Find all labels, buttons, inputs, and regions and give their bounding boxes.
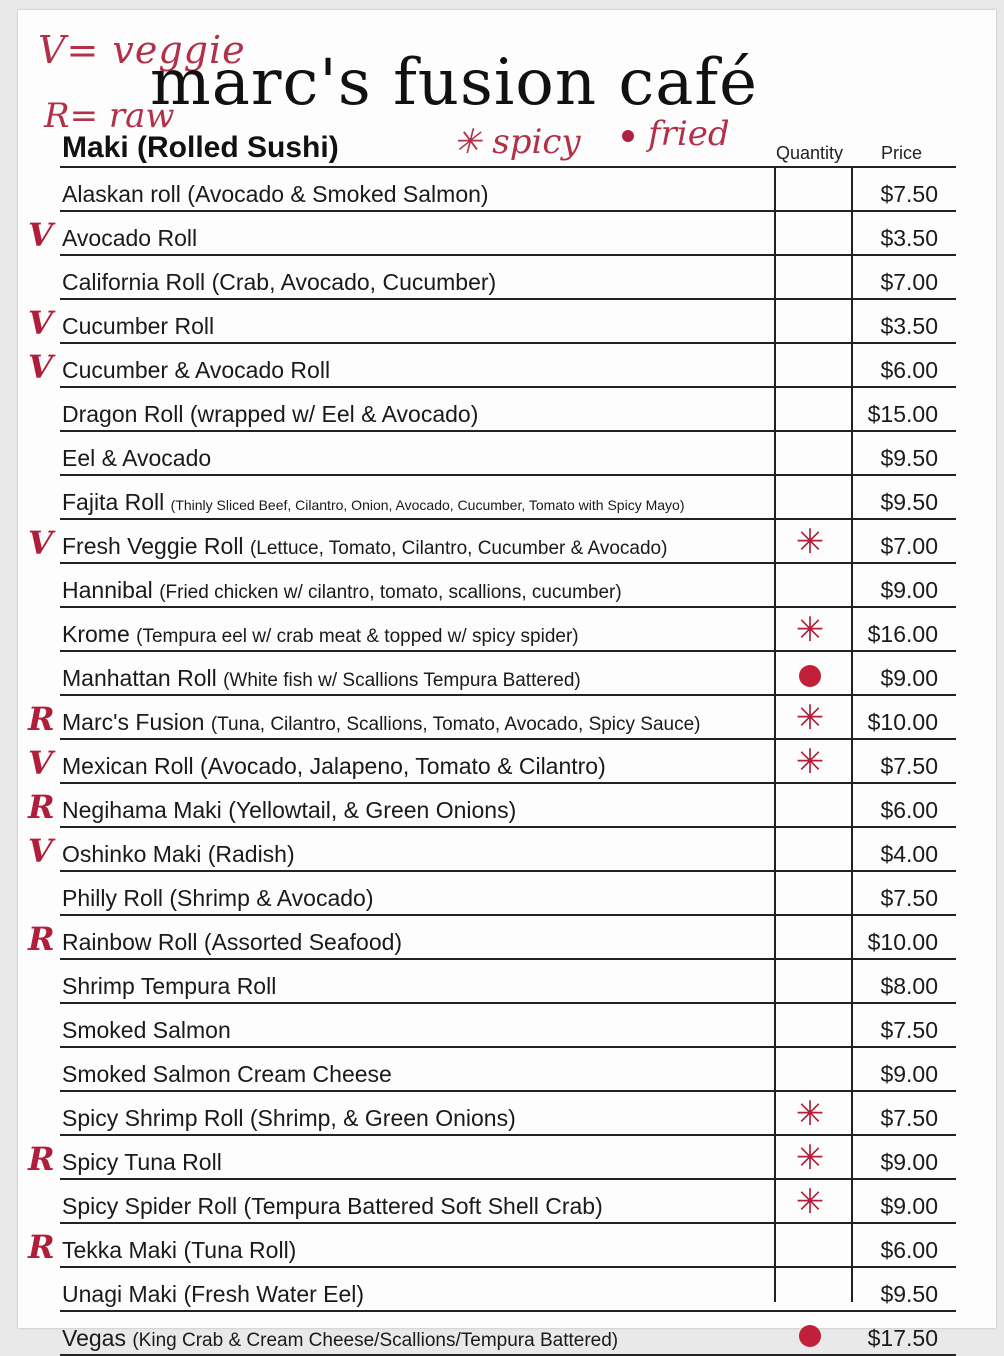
menu-row (60, 388, 956, 432)
fried-dot-icon (782, 655, 838, 693)
menu-row (60, 1312, 956, 1356)
item-description: (wrapped w/ Eel & Avocado) (189, 401, 479, 427)
item-price: $3.50 (880, 313, 938, 339)
item-name-cell (62, 885, 374, 912)
item-price: $9.50 (880, 489, 938, 515)
legend-fried (622, 114, 730, 154)
item-name: Negihama Maki (62, 797, 222, 823)
item-price: $9.00 (880, 1149, 938, 1175)
item-name: Manhattan Roll (62, 665, 217, 691)
item-price: $7.00 (880, 269, 938, 295)
item-name-cell (62, 533, 667, 560)
item-name-cell (62, 797, 516, 824)
veggie-mark: V (28, 304, 53, 342)
item-description: (Thinly Sliced Beef, Cilantro, Onion, Avocado, Cucumber, Tomato with Spicy Mayo) (170, 497, 685, 513)
item-name-cell (62, 841, 295, 868)
menu-row (60, 1268, 956, 1312)
item-name-cell (62, 1149, 222, 1176)
item-description: (Fried chicken w/ cilantro, tomato, scallions, cucumber) (159, 582, 622, 603)
item-description: (Crab, Avocado, Cucumber) (211, 269, 497, 295)
item-description: (White fish w/ Scallions Tempura Battered) (223, 670, 581, 691)
menu-row (60, 960, 956, 1004)
section-title: Maki (Rolled Sushi) (62, 131, 339, 164)
menu-row (60, 652, 956, 696)
item-name: Smoked Salmon (62, 1017, 231, 1043)
item-description: (Tempura Battered Soft Shell Crab) (243, 1193, 603, 1219)
item-name-cell (62, 1017, 231, 1044)
menu-row (28, 300, 956, 344)
item-description: (Fresh Water Eel) (183, 1281, 365, 1307)
item-name: Krome (62, 621, 130, 647)
menu-row (28, 740, 956, 784)
item-description: (Avocado, Jalapeno, Tomato & Cilantro) (200, 753, 606, 779)
item-name: Oshinko Maki (62, 841, 202, 867)
item-price: $17.50 (867, 1325, 938, 1351)
item-name-cell (62, 1281, 364, 1308)
spicy-asterisk-icon: ✳ (795, 743, 825, 781)
menu-row (28, 520, 956, 564)
item-name-cell (62, 753, 606, 780)
item-name: Avocado Roll (62, 225, 198, 251)
item-name: Smoked Salmon Cream Cheese (62, 1061, 392, 1087)
spicy-asterisk-icon: ✳ (795, 699, 825, 737)
item-name-cell (62, 445, 211, 472)
veggie-mark: V (28, 832, 53, 870)
item-name-cell (62, 577, 622, 604)
item-price: $7.50 (880, 885, 938, 911)
item-name: Hannibal (62, 577, 153, 603)
menu-row (28, 344, 956, 388)
item-price: $6.00 (880, 1237, 938, 1263)
item-description: (Tuna, Cilantro, Scallions, Tomato, Avocado, Spicy Sauce) (210, 714, 701, 735)
item-name: Spicy Tuna Roll (62, 1149, 222, 1175)
menu-row (60, 1004, 956, 1048)
quantity-column-header: Quantity (776, 143, 844, 163)
item-name: Philly Roll (62, 885, 163, 911)
item-name: Alaskan roll (62, 181, 181, 207)
item-name: Cucumber Roll (62, 313, 215, 339)
item-name-cell (62, 1105, 516, 1132)
spicy-asterisk-icon: ✳ (795, 611, 825, 649)
legend-veggie: V= veggie (38, 28, 246, 72)
item-price: $9.00 (880, 1193, 938, 1219)
menu-row (28, 1224, 956, 1268)
raw-mark: R (28, 788, 55, 826)
item-name-cell (62, 1325, 618, 1352)
item-price: $8.00 (880, 973, 938, 999)
item-price: $9.50 (880, 1281, 938, 1307)
fried-dot-icon (622, 130, 634, 142)
item-name-cell (62, 401, 478, 428)
item-price: $7.50 (880, 1017, 938, 1043)
item-description: (Lettuce, Tomato, Cilantro, Cucumber & Avocado) (249, 538, 668, 559)
item-price: $7.50 (880, 753, 938, 779)
spicy-asterisk-icon: ✳ (795, 523, 825, 561)
item-name: Shrimp Tempura Roll (62, 973, 277, 999)
item-price: $10.00 (867, 709, 938, 735)
menu-row (60, 564, 956, 608)
item-description: (King Crab & Cream Cheese/Scallions/Tempura Battered) (132, 1330, 619, 1351)
item-price: $7.00 (880, 533, 938, 559)
menu-row (28, 212, 956, 256)
item-name: Tekka Maki (62, 1237, 178, 1263)
item-description: (Assorted Seafood) (203, 929, 403, 955)
menu-row (28, 828, 956, 872)
item-name-cell (62, 269, 496, 296)
item-name-cell (62, 1193, 603, 1220)
item-name-cell (62, 929, 402, 956)
spicy-asterisk-icon: ✳ (795, 1139, 825, 1177)
menu-row (60, 432, 956, 476)
menu-row (60, 166, 956, 212)
item-price: $16.00 (867, 621, 938, 647)
item-name: Marc's Fusion (62, 709, 205, 735)
legend-fried-label: fried (648, 114, 730, 154)
item-name: Unagi Maki (62, 1281, 178, 1307)
legend-raw: R= raw (44, 96, 175, 136)
item-price: $15.00 (867, 401, 938, 427)
menu-row (28, 784, 956, 828)
item-price: $4.00 (880, 841, 938, 867)
item-name-cell (62, 665, 581, 692)
menu-row (28, 916, 956, 960)
item-price: $9.00 (880, 577, 938, 603)
item-name: Fresh Veggie Roll (62, 533, 244, 559)
item-name-cell (62, 973, 276, 1000)
item-name-cell (62, 1237, 296, 1264)
menu-row (28, 1136, 956, 1180)
item-description: (Shrimp, & Green Onions) (249, 1105, 516, 1131)
veggie-mark: V (28, 348, 53, 386)
item-price: $7.50 (880, 1105, 938, 1131)
item-name-cell (62, 621, 579, 648)
item-name: Spicy Spider Roll (62, 1193, 238, 1219)
item-description: (Avocado & Smoked Salmon) (187, 181, 489, 207)
item-name: Vegas (62, 1325, 126, 1351)
menu-row (60, 608, 956, 652)
menu-row (60, 1180, 956, 1224)
raw-mark: R (28, 700, 55, 738)
spicy-asterisk-icon: ✳ (795, 1183, 825, 1221)
menu-row (28, 696, 956, 740)
item-price: $3.50 (880, 225, 938, 251)
item-description: (Yellowtail, & Green Onions) (228, 797, 517, 823)
item-name-cell (62, 709, 701, 736)
item-name-cell (62, 1061, 392, 1088)
menu-row (60, 1092, 956, 1136)
item-name-cell (62, 181, 489, 208)
item-name: Rainbow Roll (62, 929, 198, 955)
menu-table (28, 166, 956, 1356)
item-price: $7.50 (880, 181, 938, 207)
item-name: Eel & Avocado (62, 445, 212, 471)
veggie-mark: V (28, 744, 53, 782)
item-name: Cucumber & Avocado Roll (62, 357, 331, 383)
raw-mark: R (28, 920, 55, 958)
menu-row (60, 256, 956, 300)
item-name: Fajita Roll (62, 489, 165, 515)
menu-row (60, 872, 956, 916)
item-name: Spicy Shrimp Roll (62, 1105, 244, 1131)
spicy-asterisk-icon: ✳ (795, 1095, 825, 1133)
item-price: $6.00 (880, 797, 938, 823)
item-name-cell (62, 489, 685, 516)
fried-dot-icon (782, 1315, 838, 1353)
item-description: (Radish) (207, 841, 295, 867)
item-description: (Tuna Roll) (183, 1237, 297, 1263)
item-name: California Roll (62, 269, 206, 295)
item-description: (Tempura eel w/ crab meat & topped w/ spicy spider) (136, 626, 579, 647)
item-price: $9.00 (880, 1061, 938, 1087)
item-description: (Shrimp & Avocado) (169, 885, 374, 911)
menu-row (60, 1048, 956, 1092)
item-price: $9.50 (880, 445, 938, 471)
veggie-mark: V (28, 524, 53, 562)
item-name: Mexican Roll (62, 753, 194, 779)
menu-row (60, 476, 956, 520)
item-name-cell (62, 313, 214, 340)
item-price: $9.00 (880, 665, 938, 691)
item-price: $6.00 (880, 357, 938, 383)
item-name: Dragon Roll (62, 401, 184, 427)
raw-mark: R (28, 1228, 55, 1266)
veggie-mark: V (28, 216, 53, 254)
item-price: $10.00 (867, 929, 938, 955)
item-name-cell (62, 357, 330, 384)
cafe-title: marc's fusion café (150, 46, 758, 120)
legend-spicy: ✳ spicy (453, 122, 581, 162)
price-column-header: Price (881, 143, 923, 163)
item-name-cell (62, 225, 197, 252)
raw-mark: R (28, 1140, 55, 1178)
